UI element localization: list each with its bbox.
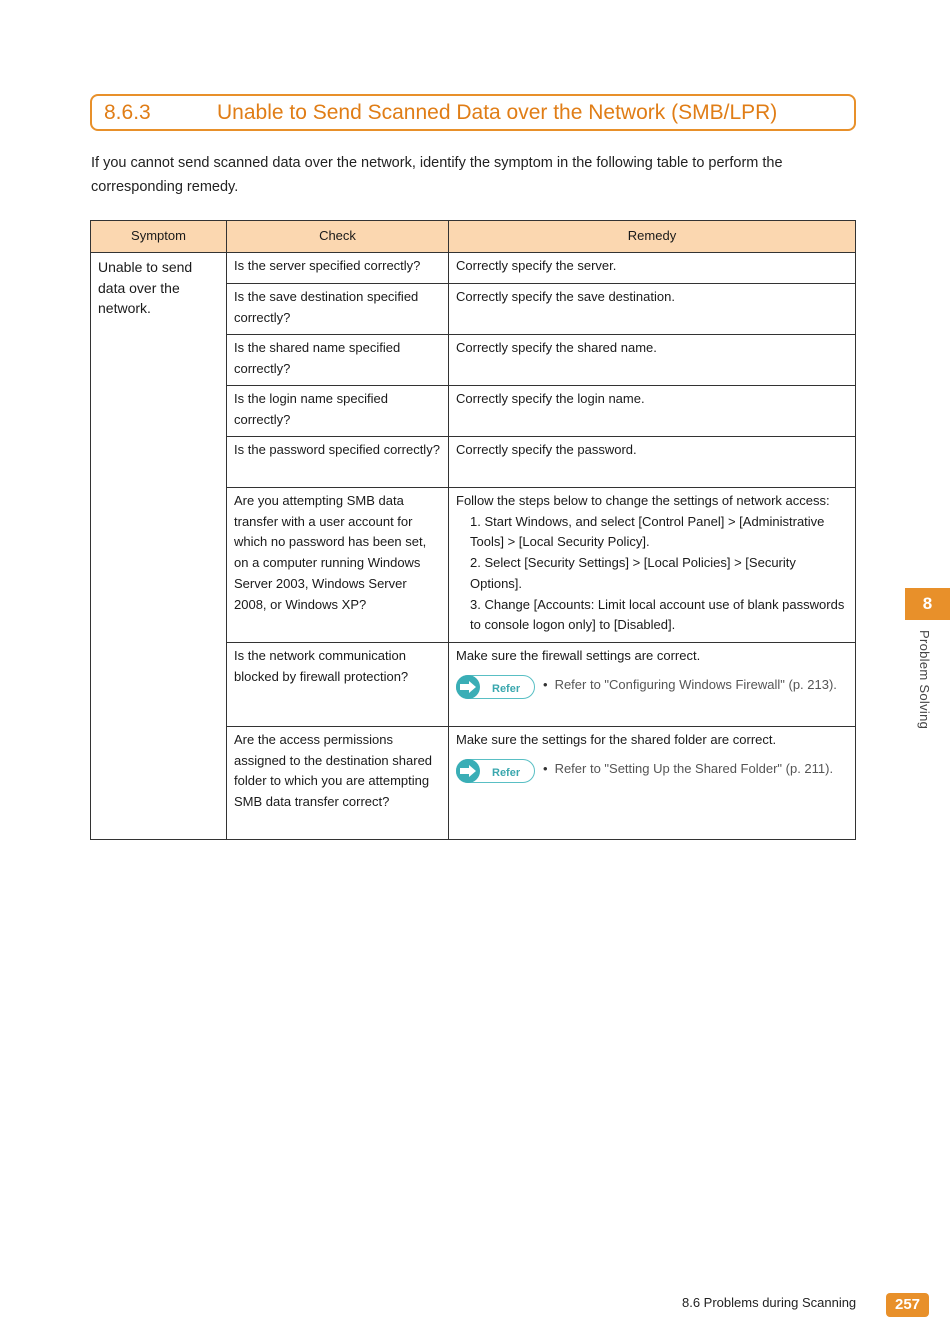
- remedy-cell: [449, 488, 856, 643]
- refer-label: Refer: [492, 766, 521, 779]
- step-3: 3. Change [Accounts: Limit local account use of blank passwords to console logon only] to [Disabled].: [470, 596, 845, 633]
- remedy-cell: [449, 727, 856, 840]
- check-cell: Is the password specified correctly?: [227, 437, 449, 488]
- chapter-label: Problem Solving: [917, 630, 932, 730]
- bullet-icon: •: [543, 676, 548, 692]
- refer-note: [456, 759, 848, 783]
- page-number: 257: [886, 1293, 929, 1317]
- remedy-cell: [449, 643, 856, 727]
- remedy-cell: Correctly specify the server.: [449, 253, 856, 284]
- header-remedy: Remedy: [449, 221, 856, 253]
- refer-badge: [456, 759, 535, 783]
- bullet-icon: •: [543, 760, 548, 776]
- refer-link-text[interactable]: Refer to "Configuring Windows Firewall" (p. 213).: [554, 676, 837, 692]
- footer-section: 8.6 Problems during Scanning: [682, 1295, 857, 1310]
- table-row: [91, 253, 856, 284]
- remedy-text: Make sure the firewall settings are correct.: [456, 648, 701, 663]
- section-heading: [90, 94, 856, 131]
- header-symptom: Symptom: [91, 221, 227, 253]
- check-cell: Is the login name specified correctly?: [227, 386, 449, 437]
- remedy-text: Make sure the settings for the shared folder are correct.: [456, 732, 777, 747]
- remedy-cell: Correctly specify the save destination.: [449, 284, 856, 335]
- symptom-cell: Unable to send data over the network.: [91, 253, 227, 840]
- refer-link-text[interactable]: Refer to "Setting Up the Shared Folder" (p. 211).: [554, 760, 834, 776]
- step-2: 2. Select [Security Settings] > [Local Policies] > [Security Options].: [470, 555, 796, 591]
- check-cell: Are the access permissions assigned to the destination shared folder to which you are attempting SMB data transfer correct?: [227, 727, 449, 840]
- step-1: 1. Start Windows, and select [Control Panel] > [Administrative Tools] > [Local Security Policy].: [470, 513, 825, 550]
- section-number: 8.6.3: [104, 101, 151, 124]
- chapter-tab[interactable]: 8: [905, 588, 950, 620]
- remedy-cell: Correctly specify the shared name.: [449, 335, 856, 386]
- check-cell: Is the network communication blocked by firewall protection?: [227, 643, 449, 727]
- troubleshooting-table: [90, 220, 856, 840]
- arrow-right-icon: [456, 759, 480, 783]
- refer-badge: [456, 675, 535, 699]
- check-cell: Is the shared name specified correctly?: [227, 335, 449, 386]
- arrow-right-icon: [456, 675, 480, 699]
- check-cell: Are you attempting SMB data transfer with a user account for which no password has been set, on a computer running Windows Server 2003, Windows Server 2008, or Windows XP?: [227, 488, 449, 643]
- remedy-cell: Correctly specify the password.: [449, 437, 856, 488]
- check-cell: Is the save destination specified correctly?: [227, 284, 449, 335]
- refer-label: Refer: [492, 682, 521, 695]
- check-cell: Is the server specified correctly?: [227, 253, 449, 284]
- remedy-intro: Follow the steps below to change the settings of network access:: [456, 493, 830, 508]
- intro-paragraph: If you cannot send scanned data over the network, identify the symptom in the following table to perform the corresponding remedy.: [91, 155, 783, 195]
- refer-note: [456, 675, 848, 699]
- remedy-cell: Correctly specify the login name.: [449, 386, 856, 437]
- table-header-row: [91, 221, 856, 253]
- header-check: Check: [227, 221, 449, 253]
- section-title: Unable to Send Scanned Data over the Network (SMB/LPR): [217, 101, 778, 124]
